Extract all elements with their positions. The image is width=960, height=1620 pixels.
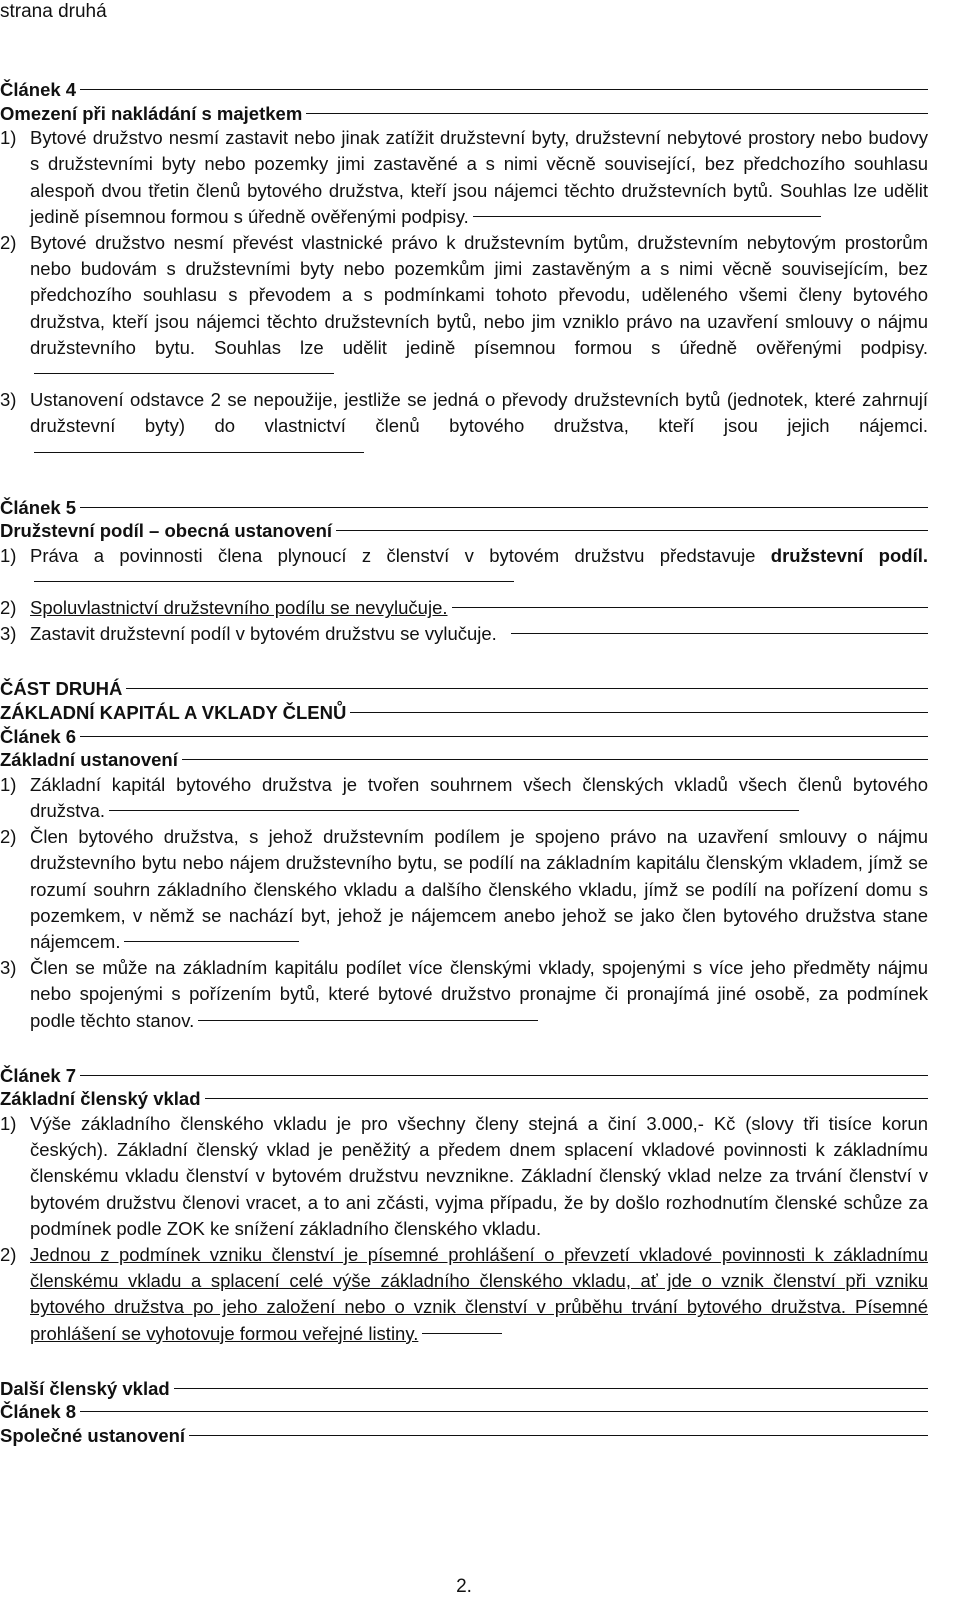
paragraph-number: 3) xyxy=(0,957,17,979)
fill-rule xyxy=(80,1075,928,1076)
fill-rule xyxy=(80,507,928,508)
paragraph xyxy=(0,595,928,621)
paragraph-number: 2) xyxy=(0,1244,17,1266)
fill-rule xyxy=(452,607,928,608)
paragraph xyxy=(0,230,928,387)
paragraph-text: Bytové družstvo nesmí zastavit nebo jinak zatížit družstevní byty, družstevní nebytové prostory nebo budovy s družstevními byty nebo pozemky jimi zastavěné a s nimi věcně související, bez předchozího souhlasu alespoň dvou třetin členů bytového družstva, kteří jsou nájemci těchto družstevních bytů. Souhlas lze udělit jedině písemnou formou s úředně ověřenými podpisy. xyxy=(30,127,928,227)
page-number: 2. xyxy=(456,1576,472,1597)
article-heading: Článek 5 xyxy=(0,496,77,518)
article-title: Společné ustanovení xyxy=(0,1425,186,1447)
fill-rule xyxy=(198,1020,538,1021)
paragraph-number: 2) xyxy=(0,232,17,253)
paragraph-number: 1) xyxy=(0,127,17,149)
other-deposit-title xyxy=(0,1377,928,1401)
paragraph-text: Bytové družstvo nesmí převést vlastnické právo k družstevním bytům, družstevním nebytovým prostorům nebo budovám s družstevními byty nebo pozemkům jimi zastavěným a s nimi věcně souvisejícím, bez předchozího souhlasu s převodem a s podmínkami tohoto převodu, uděleného všemi členy bytového družstva, kteří jsou nájemci těchto družstevních bytů, nebo jim vzniklo právo na uzavření smlouvy o nájmu družstevního bytu. Souhlas lze udělit jedině písemnou formou s úředně ověřenými podpisy. xyxy=(30,232,928,358)
page-header: strana druhá xyxy=(0,1,107,22)
article-heading: Článek 4 xyxy=(0,79,77,100)
paragraph-text: Spoluvlastnictví družstevního podílu se nevylučuje. xyxy=(30,597,448,619)
fill-rule xyxy=(189,1435,928,1436)
fill-rule xyxy=(336,530,928,531)
paragraph-number: 2) xyxy=(0,826,17,848)
paragraph-number: 1) xyxy=(0,1113,17,1135)
paragraph-text: Člen se může na základním kapitálu podílet více členskými vklady, spojenými s více jeho předměty nájmu nebo spojenými s pořízením bytů, které bytové družstvo pronajme či pronajímá jiné osobě, za podmínek podle těchto stanov. xyxy=(30,957,928,1031)
fill-rule xyxy=(205,1098,928,1099)
fill-rule xyxy=(306,113,928,114)
paragraph-number: 1) xyxy=(0,773,17,795)
fill-rule xyxy=(124,941,299,942)
article-title: Omezení při nakládání s majetkem xyxy=(0,102,303,124)
article-title: Základní ustanovení xyxy=(0,749,178,771)
article-4-heading xyxy=(0,78,928,102)
part-2-heading xyxy=(0,677,928,701)
fill-rule xyxy=(80,1411,928,1412)
fill-rule xyxy=(34,581,514,582)
paragraph-number: 2) xyxy=(0,597,17,619)
fill-rule xyxy=(126,688,928,689)
document-body xyxy=(0,78,928,1448)
paragraph-number: 3) xyxy=(0,389,17,411)
article-heading: Článek 7 xyxy=(0,1064,77,1086)
article-heading: Článek 8 xyxy=(0,1401,77,1423)
fill-rule xyxy=(511,633,928,634)
paragraph xyxy=(0,955,928,1034)
paragraph xyxy=(0,824,928,955)
paragraph xyxy=(0,772,928,824)
paragraph xyxy=(0,621,928,647)
fill-rule xyxy=(34,373,334,374)
fill-rule xyxy=(174,1388,928,1389)
paragraph-text: Výše základního členského vkladu je pro všechny členy stejná a činí 3.000,- Kč (slovy tři tisíce korun českých). Základní členský vklad je peněžitý a předem dnem splacení vkladové povinnosti k základnímu členskému vkladu členství v bytovém družstvu nevznikne. Základní členský vklad nelze za trvání členství v bytovém družstvu členovi vracet, a to ani zčásti, vyjma případu, že by došlo rozhodnutím členské schůze za podmínek podle ZOK ke snížení základního členského vkladu. xyxy=(30,1113,928,1239)
paragraph-text: Člen bytového družstva, s jehož družstevním podílem je spojeno právo na uzavření smlouvy o nájmu družstevního bytu nebo nájem družstevního bytu, se podílí na základním kapitálu členským vkladem, jímž se rozumí souhrn základního členského vkladu a dalšího členského vkladu, jímž se podílí na pořízení domu s pozemkem, v němž se nachází byt, jehož je nájemcem anebo jehož se jako člen bytového družstva stane nájemcem. xyxy=(30,826,928,953)
paragraph xyxy=(0,1242,928,1347)
section-title: Další členský vklad xyxy=(0,1377,170,1399)
paragraph-text: Jednou z podmínek vzniku členství je písemné prohlášení o převzetí vkladové povinnosti k základnímu členskému vkladu a splacení celé výše základního členského vkladu, ať jde o vznik členství při vzniku bytového družstva po jeho založení nebo o vznik členství v průběhu trvání bytového družstva. Písemné prohlášení se vyhotovuje formou veřejné listiny. xyxy=(30,1244,928,1344)
part-title: ZÁKLADNÍ KAPITÁL A VKLADY ČLENŮ xyxy=(0,702,347,724)
article-6-title xyxy=(0,748,928,772)
fill-rule xyxy=(80,89,928,90)
article-7-heading xyxy=(0,1064,928,1088)
article-title: Základní členský vklad xyxy=(0,1088,201,1110)
paragraph-number: 1) xyxy=(0,545,17,567)
paragraph xyxy=(0,387,928,466)
paragraph xyxy=(0,125,928,230)
fill-rule xyxy=(109,810,799,811)
part-heading: ČÁST DRUHÁ xyxy=(0,678,123,700)
paragraph-bold-text: družstevní podíl. xyxy=(770,545,929,567)
article-heading: Článek 6 xyxy=(0,725,77,747)
paragraph-text: Základní kapitál bytového družstva je tvořen souhrnem všech členských vkladů všech členů bytového družstva. xyxy=(30,773,928,821)
part-2-title xyxy=(0,701,928,725)
article-6-heading xyxy=(0,725,928,749)
article-title: Družstevní podíl – obecná ustanovení xyxy=(0,520,333,542)
article-5-heading xyxy=(0,496,928,520)
paragraph xyxy=(0,543,928,595)
paragraph xyxy=(0,1111,928,1242)
fill-rule xyxy=(350,712,928,713)
fill-rule xyxy=(422,1333,502,1334)
paragraph-number: 3) xyxy=(0,623,17,645)
article-7-title xyxy=(0,1087,928,1111)
paragraph-text: Práva a povinnosti člena plynoucí z členství v bytovém družstvu představuje xyxy=(30,545,756,567)
fill-rule xyxy=(34,452,364,453)
fill-rule xyxy=(473,216,821,217)
article-5-title xyxy=(0,519,928,543)
article-8-heading xyxy=(0,1400,928,1424)
fill-rule xyxy=(80,736,928,737)
article-4-title xyxy=(0,102,928,126)
paragraph-text: Ustanovení odstavce 2 se nepoužije, jestliže se jedná o převody družstevních bytů (jednotek, které zahrnují družstevní byty) do vlastnictví členů bytového družstva, kteří jsou jejich nájemci. xyxy=(30,389,928,437)
fill-rule xyxy=(182,759,928,760)
paragraph-text: Zastavit družstevní podíl v bytovém družstvu se vylučuje. xyxy=(30,623,497,645)
article-8-title xyxy=(0,1424,928,1448)
